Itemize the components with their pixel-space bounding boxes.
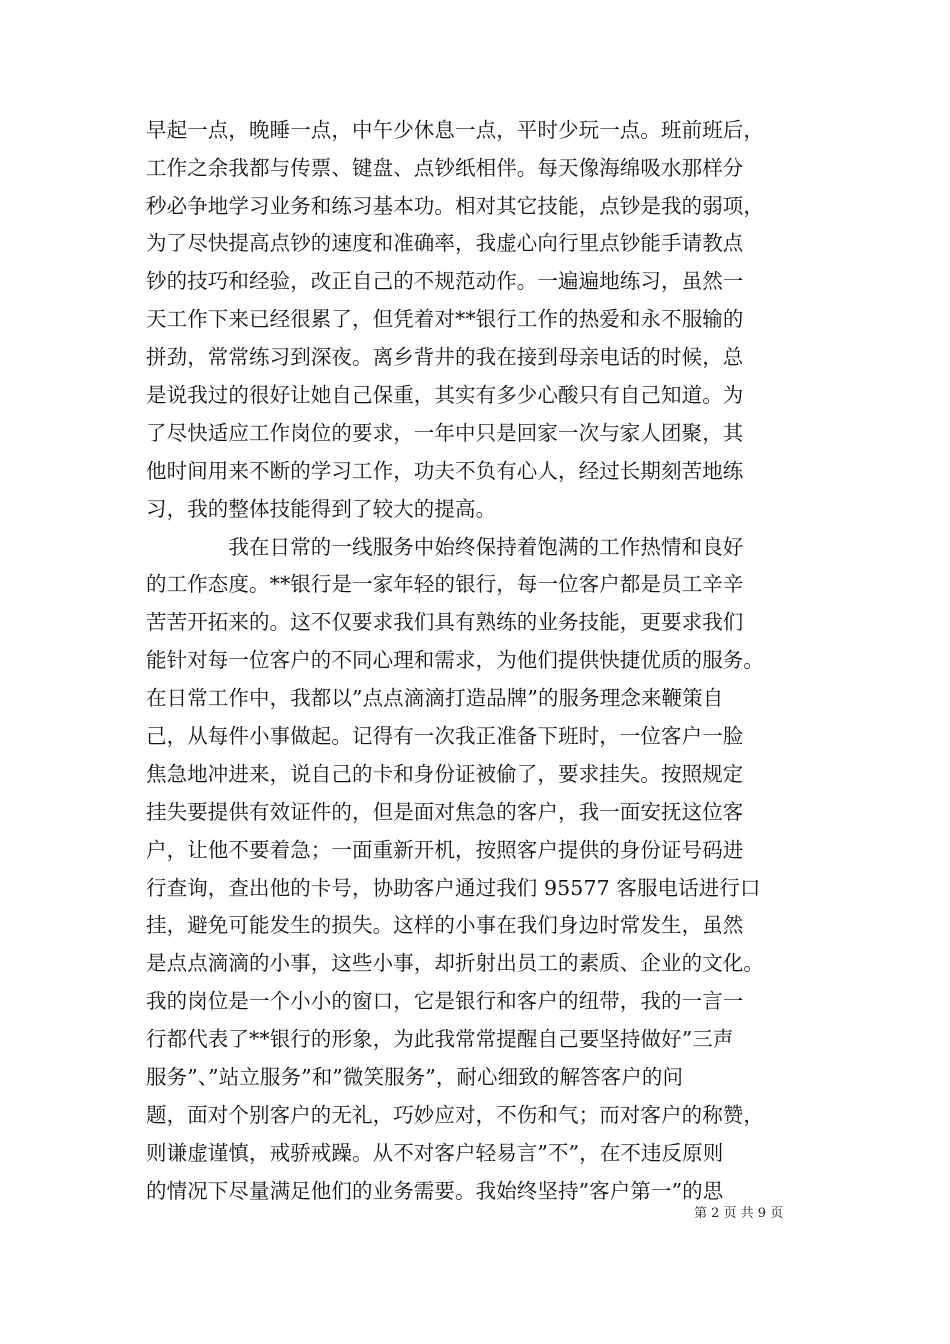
body-text-line: 能针对每一位客户的不同心理和需求，为他们提供快捷优质的服务。 (146, 648, 764, 672)
body-text-line: 习，我的整体技能得到了较大的提高。 (146, 497, 497, 521)
body-text-line: 行都代表了**银行的形象，为此我常常提醒自己要坚持做好”三声 (146, 1027, 734, 1051)
body-text-line: 在日常工作中，我都以”点点滴滴打造品牌”的服务理念来鞭策自 (146, 686, 724, 710)
body-text-line: 早起一点，晚睡一点，中午少休息一点，平时少玩一点。班前班后， (146, 118, 764, 142)
body-text-line: 天工作下来已经很累了，但凭着对**银行工作的热爱和永不服输的 (146, 307, 744, 331)
body-text-line: 挂失要提供有效证件的，但是面对焦急的客户，我一面安抚这位客 (146, 800, 744, 824)
body-text-line: 了尽快适应工作岗位的要求，一年中只是回家一次与家人团聚，其 (146, 421, 744, 445)
body-text-line: 秒必争地学习业务和练习基本功。相对其它技能，点钞是我的弱项， (146, 194, 764, 218)
body-text-line: 钞的技巧和经验，改正自己的不规范动作。一遍遍地练习，虽然一 (146, 269, 744, 293)
body-text-line: 拼劲，常常练习到深夜。离乡背井的我在接到母亲电话的时候，总 (146, 345, 744, 369)
body-text-line: 挂，避免可能发生的损失。这样的小事在我们身边时常发生，虽然 (146, 913, 744, 937)
body-text-line: 则谦虚谨慎，戒骄戒躁。从不对客户轻易言”不”，在不违反原则 (146, 1141, 724, 1165)
body-text-line: 己，从每件小事做起。记得有一次我正准备下班时，一位客户一脸 (146, 724, 744, 748)
page-number-footer: 第 2 页 共 9 页 (694, 1206, 784, 1221)
body-text-line: 为了尽快提高点钞的速度和准确率，我虚心向行里点钞能手请教点 (146, 231, 744, 255)
body-text-line: 苦苦开拓来的。这不仅要求我们具有熟练的业务技能，更要求我们 (146, 610, 744, 634)
body-text-line: 题，面对个别客户的无礼，巧妙应对，不伤和气；而对客户的称赞， (146, 1103, 764, 1127)
body-text-line: 是说我过的很好让她自己保重，其实有多少心酸只有自己知道。为 (146, 383, 744, 407)
body-text-line: 户，让他不要着急；一面重新开机，按照客户提供的身份证号码进 (146, 838, 744, 862)
body-text-line: 他时间用来不断的学习工作，功夫不负有心人，经过长期刻苦地练 (146, 459, 744, 483)
body-text-line: 服务”、”站立服务”和”微笑服务”，耐心细致的解答客户的问 (146, 1065, 684, 1089)
body-text-line: 工作之余我都与传票、键盘、点钞纸相伴。每天像海绵吸水那样分 (146, 156, 744, 180)
body-text-line: 的情况下尽量满足他们的业务需要。我始终坚持”客户第一”的思 (146, 1179, 724, 1203)
body-text-line: 我的岗位是一个小小的窗口，它是银行和客户的纽带，我的一言一 (146, 989, 744, 1013)
body-text-line: 行查询，查出他的卡号，协助客户通过我们 95577 客服电话进行口 (146, 876, 761, 900)
body-text-line: 焦急地冲进来，说自己的卡和身份证被偷了，要求挂失。按照规定 (146, 762, 744, 786)
body-text-line: 是点点滴滴的小事，这些小事，却折射出员工的素质、企业的文化。 (146, 951, 764, 975)
paragraph-start-line: 我在日常的一线服务中始终保持着饱满的工作热情和良好 (146, 535, 744, 559)
body-text-line: 的工作态度。**银行是一家年轻的银行，每一位客户都是员工辛辛 (146, 572, 744, 596)
